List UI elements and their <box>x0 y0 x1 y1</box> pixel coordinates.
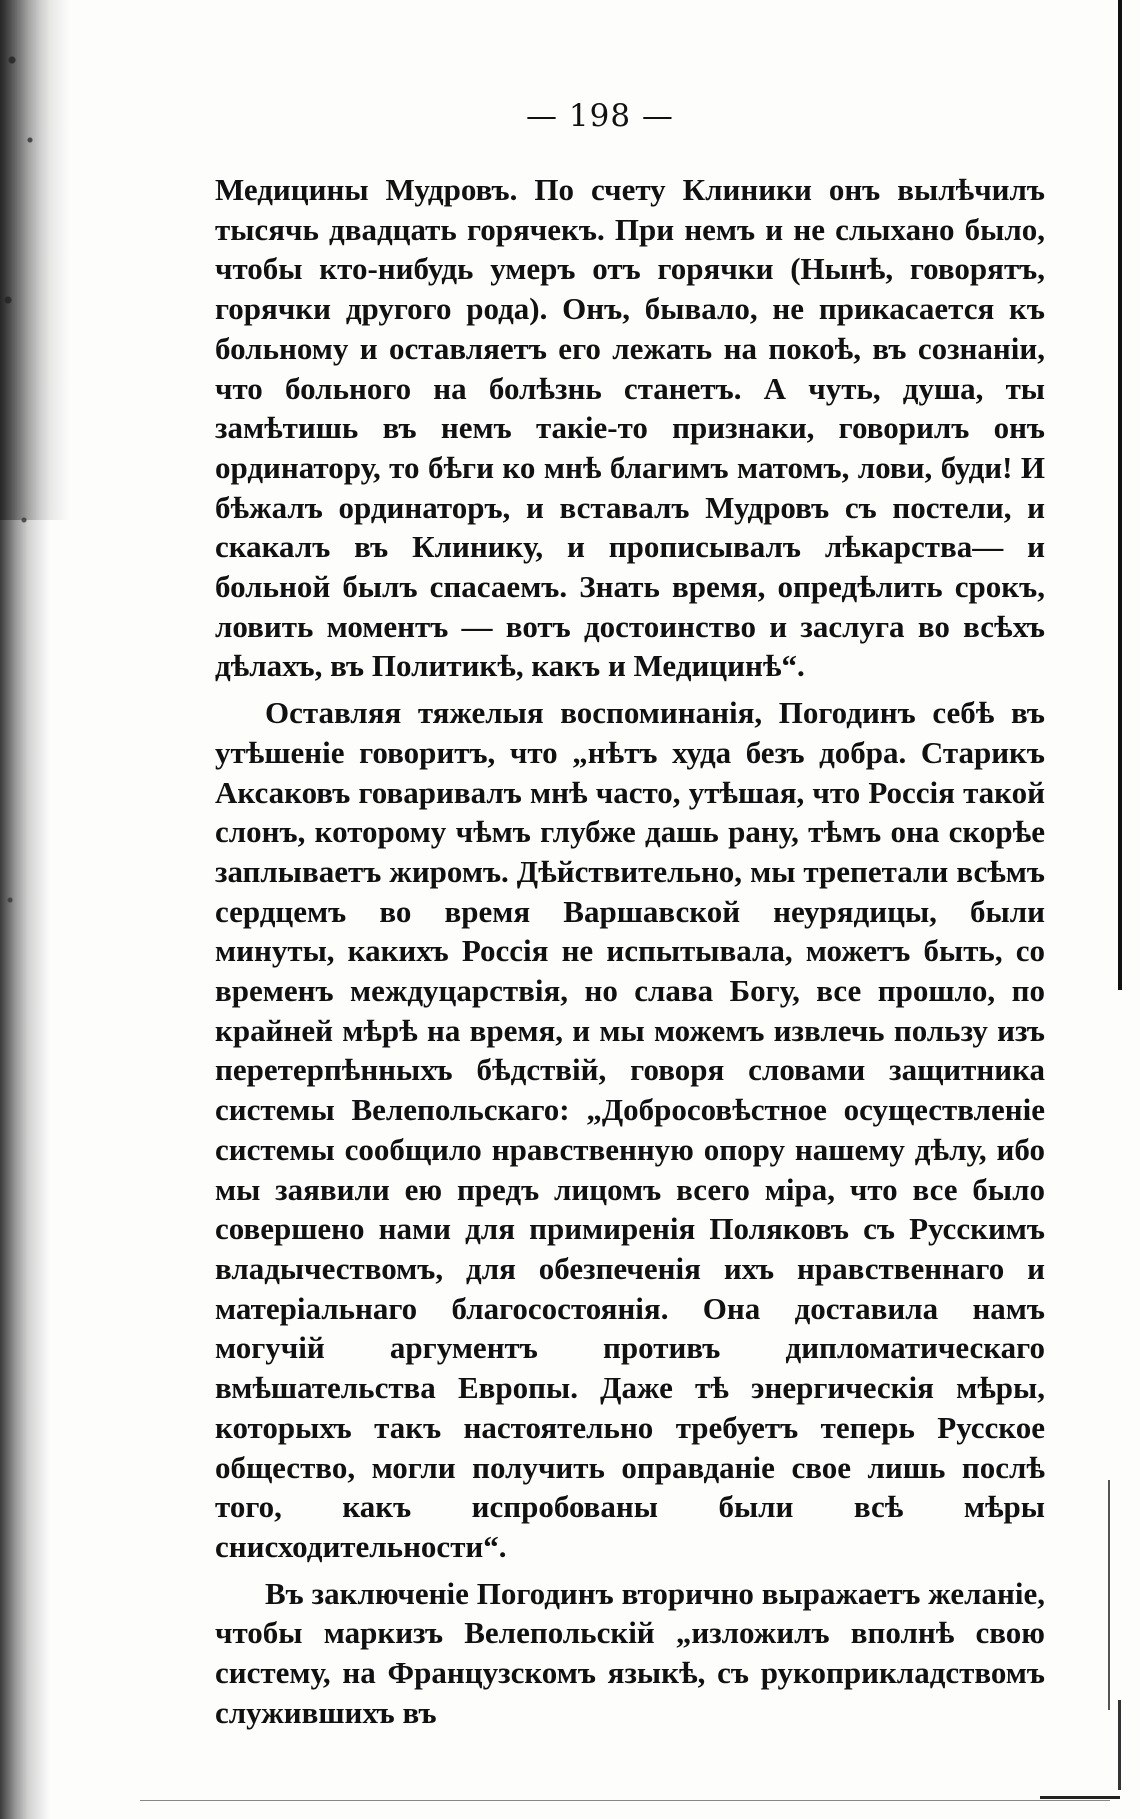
bottom-edge-line <box>140 1800 1110 1801</box>
binding-shadow-top <box>0 0 70 520</box>
paragraph-3: Въ заключеніе Погодинъ вторично выражаетъ желаніе, чтобы маркизъ Велепольскій „изложилъ вполнѣ свою систему, на Французскомъ языкѣ, съ рукоприкладствомъ служившихъ въ <box>215 1575 1045 1730</box>
paragraph-2: Оставляя тяжелыя воспоминанія, Погодинъ себѣ въ утѣшеніе говоритъ, что „нѣтъ худа безъ добра. Старикъ Аксаковъ говаривалъ мнѣ часто, утѣшая, что Россія такой слонъ, которому чѣмъ глубже дашь рану, тѣмъ она скорѣе заплываетъ жиромъ. Дѣйствительно, мы трепетали всѣмъ сердцемъ во время Варшавской неурядицы, были минуты, какихъ Россія не испытывала, можетъ быть, со временъ междуцарствія, но слава Богу, все прошло, по крайней мѣрѣ на время, и мы можемъ извлечь пользу изъ перетерпѣнныхъ бѣдствій, говоря словами защитника системы Велепольскаго: „Добросовѣстное осуществленіе системы сообщило нравственную опору нашему дѣлу, ибо мы заявили ею предъ лицомъ всего міра, что все было совершено нами для примиренія Поляковъ съ Русскимъ владычествомъ, для обезпеченія ихъ нравственнаго и матеріальнаго благосостоянія. Она доставила намъ могучій аргументъ противъ дипломатическаго вмѣшательства Европы. Даже тѣ энергическія мѣры, которыхъ такъ настоятельно требуетъ теперь Русское общество, могли получить оправданіе свое лишь послѣ того, какъ испробованы были всѣ мѣры снисходительности“. <box>215 695 1045 1564</box>
right-edge-line-bottom <box>1118 1700 1121 1790</box>
bottom-edge-corner <box>1040 1796 1120 1799</box>
body-text <box>215 170 1045 1739</box>
right-edge-line <box>1118 0 1122 990</box>
page-number: — 198 — <box>526 98 674 134</box>
right-edge-line-lower <box>1108 1480 1110 1710</box>
paragraph-1: Медицины Мудровъ. По счету Клиники онъ вылѣчилъ тысячь двадцать горячекъ. При немъ и не слыхано было, чтобы кто-нибудь умеръ отъ горячки (Нынѣ, говорятъ, горячки другого рода). Онъ, бывало, не прикасается къ больному и оставляетъ его лежать на покоѣ, въ сознаніи, что больного на болѣзнь станетъ. А чуть, душа, ты замѣтишь въ немъ такіе-то признаки, говорилъ онъ ординатору, то бѣги ко мнѣ благимъ матомъ, лови, буди! И бѣжалъ ординаторъ, и вставалъ Мудровъ съ постели, и скакалъ въ Клинику, и прописывалъ лѣкарства— и больной былъ спасаемъ. Знать время, опредѣлить срокъ, ловить моментъ — вотъ достоинство и заслуга во всѣхъ дѣлахъ, въ Политикѣ, какъ и Медицинѣ“. <box>215 172 1045 684</box>
